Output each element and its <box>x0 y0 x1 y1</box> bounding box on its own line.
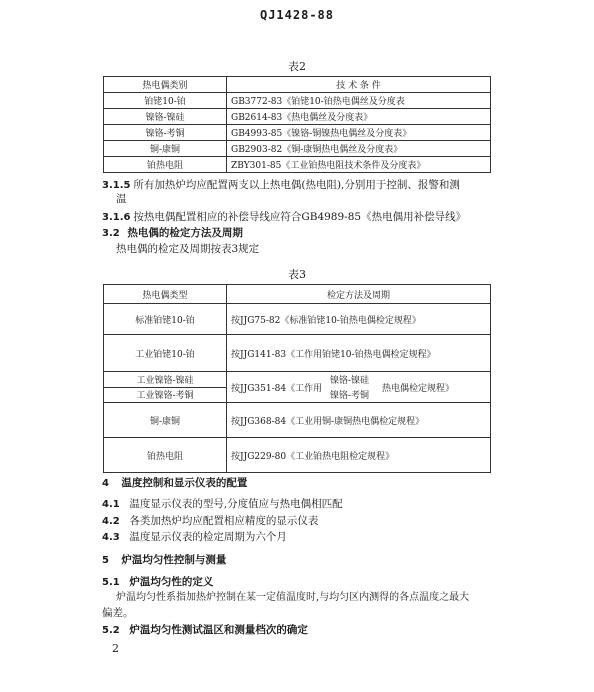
section-title: 炉温均匀性测试温区和测量档次的确定 <box>129 624 308 636</box>
table-cell: GB2903-82《铜-康铜热电偶丝及分度表》 <box>227 141 491 157</box>
clause-number: 4.1 <box>102 499 120 510</box>
table-row <box>104 109 491 125</box>
paragraph-5-1-cont: 偏差。 <box>102 607 134 619</box>
table-row <box>104 438 491 473</box>
paragraph-4-2 <box>102 514 318 529</box>
table-header-cell: 热电偶类别 <box>104 77 227 93</box>
table-cell: GB2614-83《热电偶丝及分度表》 <box>227 109 491 125</box>
cell-text: 镍铬-考铜 <box>330 391 370 401</box>
table-cell: 铜-康铜 <box>104 403 227 438</box>
table-row <box>104 93 491 109</box>
paragraph-text: 按热电偶配置相应的补偿导线应符合GB4989-85《热电偶用补偿导线》 <box>133 211 467 223</box>
table-row <box>104 403 491 438</box>
table-cell: 铂热电阻 <box>104 157 227 173</box>
paragraph-text: 所有加热炉均应配置两支以上热电偶(热电阻),分别用于控制、报警和测 <box>133 179 460 191</box>
paragraph-3-2-text: 热电偶的检定及周期按表3规定 <box>116 243 260 255</box>
table-cell: 铂热电阻 <box>104 438 227 473</box>
table-cell: GB4993-85《镍铬-铜镍热电偶丝及分度表》 <box>227 125 491 141</box>
paragraph-3-1-5 <box>102 178 460 193</box>
table-cell-combined <box>227 372 491 403</box>
clause-number: 3.1.6 <box>102 212 131 223</box>
table-row <box>104 372 491 388</box>
table-row <box>104 304 491 335</box>
table-cell: 工业铂铑10-铂 <box>104 335 227 372</box>
paragraph-3-1-6 <box>102 210 466 225</box>
table-cell: 按JJG141-83《工作用铂铑10-铂热电偶检定规程》 <box>227 335 491 372</box>
table-2 <box>103 76 491 173</box>
paragraph-5-1-text: 炉温均匀性系指加热炉控制在某一定值温度时,与均匀区内测得的各点温度之最大 <box>116 592 470 603</box>
section-number: 5 <box>102 555 109 566</box>
clause-number: 3.1.5 <box>102 180 131 191</box>
table-header-row <box>104 285 491 304</box>
section-4 <box>102 476 247 491</box>
table-cell: 镍铬-镍硅 <box>104 109 227 125</box>
paragraph-4-1 <box>102 497 343 512</box>
table3-caption: 表3 <box>288 268 306 281</box>
table-header-cell: 技 术 条 件 <box>227 77 491 93</box>
table-cell: 按JJG75-82《标准铂铑10-铂热电偶检定规程》 <box>227 304 491 335</box>
table-cell: 镍铬-考铜 <box>104 125 227 141</box>
section-number: 5.1 <box>102 577 120 588</box>
section-title: 温度控制和显示仪表的配置 <box>121 477 248 489</box>
paragraph-text: 温度显示仪表的检定周期为六个月 <box>129 531 287 543</box>
document-header: QJ1428-88 <box>259 8 335 22</box>
section-5-1 <box>102 575 213 590</box>
page-number: 2 <box>112 642 119 655</box>
table-row <box>104 335 491 372</box>
table-cell: 标准铂铑10-铂 <box>104 304 227 335</box>
section-number: 3.2 <box>102 228 120 239</box>
table-header-cell: 热电偶类型 <box>104 285 227 304</box>
table-cell: 工业镍铬-镍硅 <box>104 372 227 388</box>
paragraph-text: 温度显示仪表的型号,分度值应与热电偶相匹配 <box>129 498 343 510</box>
clause-number: 4.2 <box>102 516 120 527</box>
table-cell: 按JJG368-84《工业用铜-康铜热电偶检定规程》 <box>227 403 491 438</box>
table-cell: 按JJG229-80《工业铂热电阻检定规程》 <box>227 438 491 473</box>
clause-number: 4.3 <box>102 532 120 543</box>
cell-text: 热电偶检定规程》 <box>382 384 455 394</box>
table-header-cell: 检定方法及周期 <box>227 285 491 304</box>
section-number: 4 <box>102 478 109 489</box>
table-cell: ZBY301-85《工业铂热电阻技术条件及分度表》 <box>227 157 491 173</box>
table-cell: 铜-康铜 <box>104 141 227 157</box>
section-5-2 <box>102 623 308 638</box>
table-cell: GB3772-83《铂铑10-铂热电偶丝及分度表 <box>227 93 491 109</box>
table-cell: 铂铑10-铂 <box>104 93 227 109</box>
table-row <box>104 157 491 173</box>
paragraph-4-3 <box>102 530 287 545</box>
cell-text: 按JJG351-84《工作用 <box>231 384 323 394</box>
table-row <box>104 125 491 141</box>
table-cell: 工业镍铬-考铜 <box>104 387 227 403</box>
table2-caption: 表2 <box>288 60 306 73</box>
table-3 <box>103 284 491 473</box>
section-title: 炉温均匀性的定义 <box>129 576 214 588</box>
section-title: 炉温均匀性控制与测量 <box>121 554 227 566</box>
table-header-row <box>104 77 491 93</box>
table-row <box>104 141 491 157</box>
section-number: 5.2 <box>102 625 120 636</box>
section-5 <box>102 553 226 568</box>
paragraph-text: 各类加热炉均应配置相应精度的显示仪表 <box>129 515 319 527</box>
section-title: 热电偶的检定方法及周期 <box>127 227 243 239</box>
paragraph-3-1-5-cont: 温 <box>116 193 127 205</box>
section-3-2 <box>102 226 243 241</box>
cell-text: 镍铬-镍硅 <box>330 376 370 386</box>
